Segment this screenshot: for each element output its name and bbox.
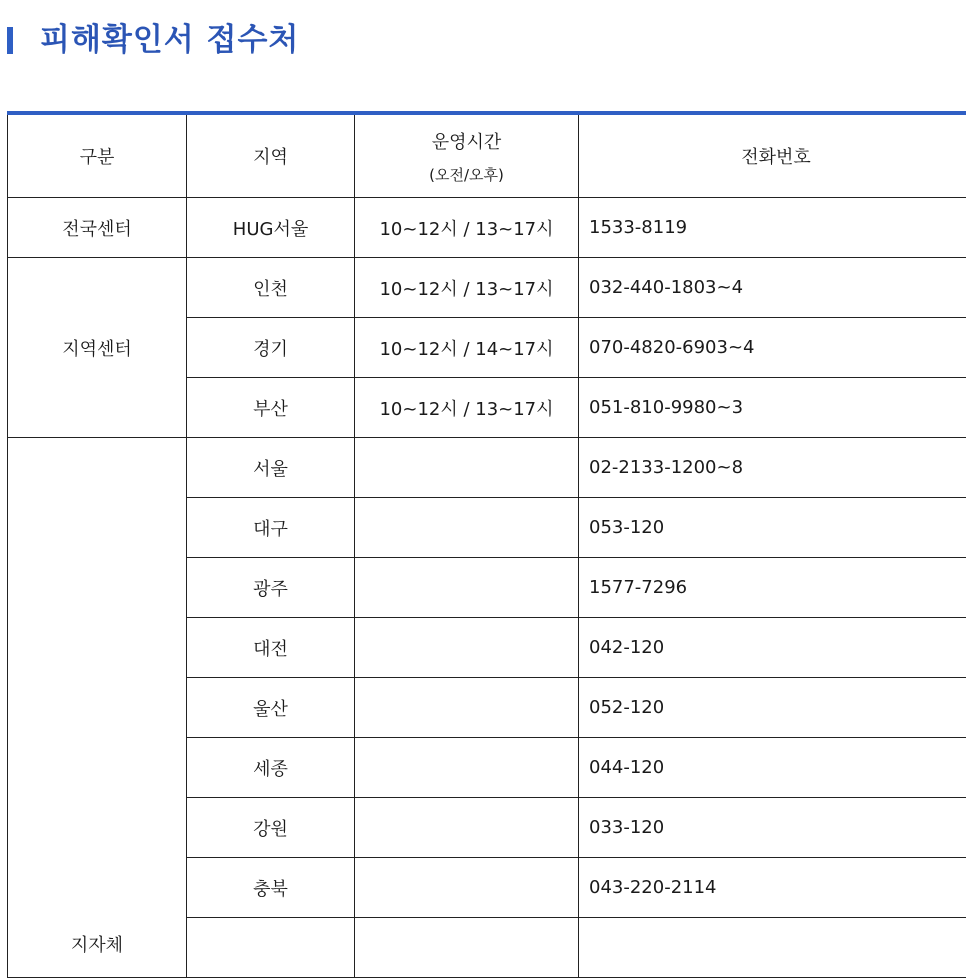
region-cell: 강원	[187, 798, 355, 858]
region-cell: HUG서울	[187, 198, 355, 258]
phone-cell: 044-120	[579, 738, 966, 798]
reception-table	[7, 115, 966, 978]
region-cell: 광주	[187, 558, 355, 618]
phone-cell: 1577-7296	[579, 558, 966, 618]
table-header-row	[8, 115, 966, 198]
hours-cell	[355, 438, 579, 498]
header-category: 구분	[8, 115, 187, 198]
page-title: 피해확인서 접수처	[40, 14, 299, 59]
phone-cell: 033-120	[579, 798, 966, 858]
phone-cell: 053-120	[579, 498, 966, 558]
hours-cell	[355, 798, 579, 858]
region-cell: 서울	[187, 438, 355, 498]
hours-cell: 10~12시 / 14~17시	[355, 318, 579, 378]
table-row	[8, 258, 966, 318]
header-region: 지역	[187, 115, 355, 198]
region-cell: 세종	[187, 738, 355, 798]
region-cell: 충북	[187, 858, 355, 918]
table-row	[8, 198, 966, 258]
hours-cell	[355, 858, 579, 918]
phone-cell: 052-120	[579, 678, 966, 738]
region-cell: 대구	[187, 498, 355, 558]
region-cell: 부산	[187, 378, 355, 438]
phone-cell: 032-440-1803~4	[579, 258, 966, 318]
region-cell	[187, 918, 355, 978]
phone-cell: 02-2133-1200~8	[579, 438, 966, 498]
region-cell: 대전	[187, 618, 355, 678]
phone-cell	[579, 918, 966, 978]
hours-cell	[355, 918, 579, 978]
hours-cell	[355, 678, 579, 738]
phone-cell: 043-220-2114	[579, 858, 966, 918]
header-hours-sub: (오전/오후)	[355, 164, 578, 185]
hours-cell	[355, 498, 579, 558]
header-hours-label: 운영시간	[432, 132, 502, 153]
table-row	[8, 438, 966, 498]
phone-cell: 070-4820-6903~4	[579, 318, 966, 378]
phone-cell: 051-810-9980~3	[579, 378, 966, 438]
header-hours	[355, 115, 579, 198]
hours-cell: 10~12시 / 13~17시	[355, 378, 579, 438]
title-accent-bar	[7, 27, 13, 54]
hours-cell: 10~12시 / 13~17시	[355, 198, 579, 258]
hours-cell	[355, 618, 579, 678]
region-cell: 인천	[187, 258, 355, 318]
category-local: 지자체	[8, 438, 187, 978]
phone-cell: 042-120	[579, 618, 966, 678]
hours-cell	[355, 558, 579, 618]
region-cell: 경기	[187, 318, 355, 378]
hours-cell	[355, 738, 579, 798]
category-national: 전국센터	[8, 198, 187, 258]
header-phone: 전화번호	[579, 115, 966, 198]
category-regional: 지역센터	[8, 258, 187, 438]
region-cell: 울산	[187, 678, 355, 738]
hours-cell: 10~12시 / 13~17시	[355, 258, 579, 318]
phone-cell: 1533-8119	[579, 198, 966, 258]
